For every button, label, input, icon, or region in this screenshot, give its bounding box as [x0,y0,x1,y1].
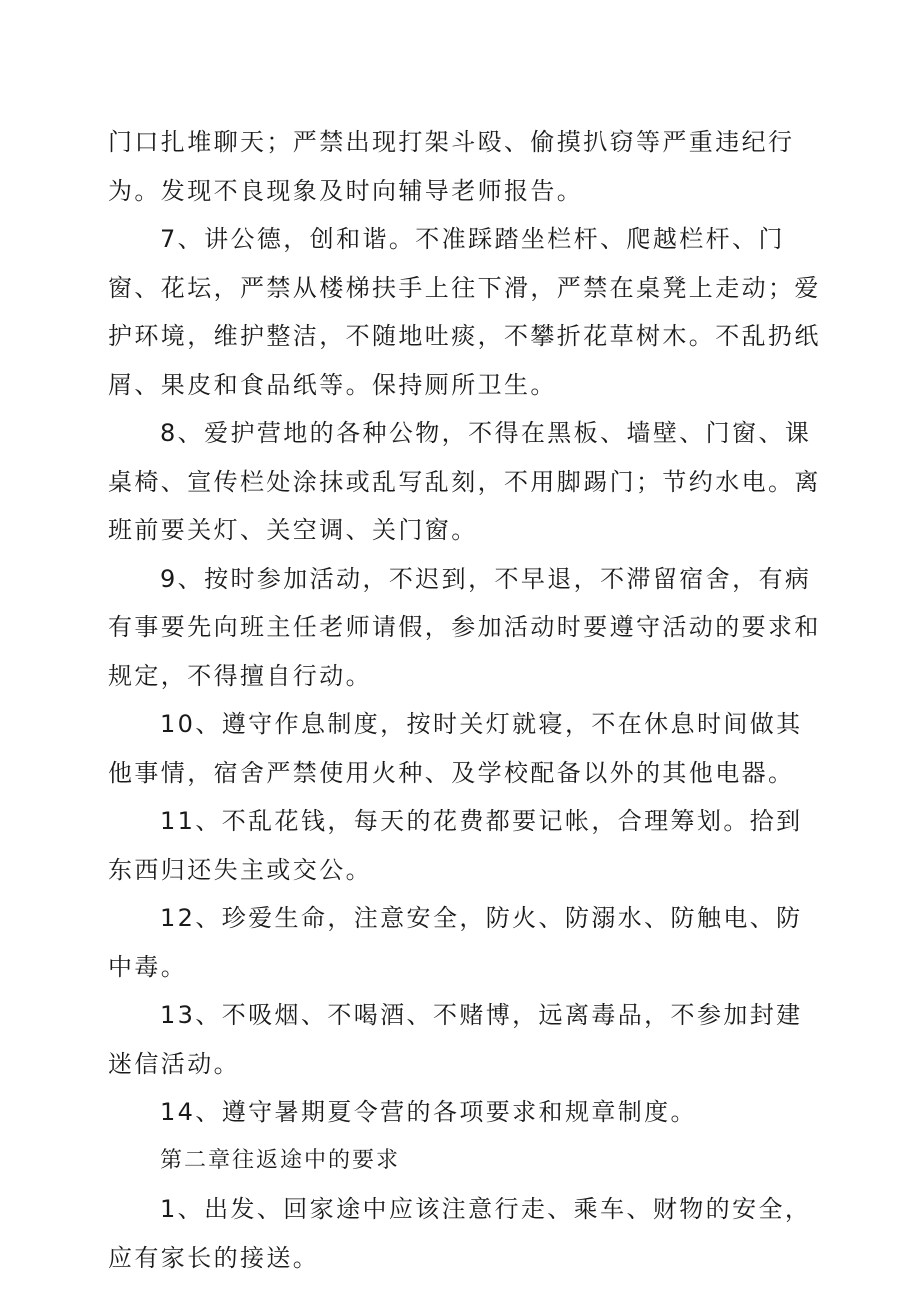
rule-11: 11、不乱花钱，每天的花费都要记帐，合理筹划。拾到东西归还失主或交公。 [108,807,803,884]
document-body [108,118,828,1282]
chapter2-rule-1: 1、出发、回家途中应该注意行走、乘车、财物的安全，应有家长的接送。 [108,1195,812,1272]
chapter-heading: 第二章往返途中的要求 [160,1147,401,1173]
rule-10: 10、遵守作息制度，按时关灯就寝，不在休息时间做其他事情，宿舍严禁使用火种、及学校配备以外的其他电器。 [108,710,803,787]
rule-13: 13、不吸烟、不喝酒、不赌博，远离毒品，不参加封建迷信活动。 [108,1001,803,1078]
rule-12: 12、珍爱生命，注意安全，防火、防溺水、防触电、防中毒。 [108,904,803,981]
rule-14: 14、遵守暑期夏令营的各项要求和规章制度。 [160,1098,697,1126]
rule-9: 9、按时参加活动，不迟到，不早退，不滞留宿舍，有病有事要先向班主任老师请假，参加活动时要遵守活动的要求和规定，不得擅自行动。 [108,564,821,690]
rule-8: 8、爱护营地的各种公物，不得在黑板、墙壁、门窗、课桌椅、宣传栏处涂抹或乱写乱刻，不用脚踢门；节约水电。离班前要关灯、关空调、关门窗。 [108,419,821,544]
rule-7: 7、讲公德，创和谐。不准踩踏坐栏杆、爬越栏杆、门窗、花坛，严禁从楼梯扶手上往下滑，严禁在桌凳上走动；爱护环境，维护整洁，不随地吐痰，不攀折花草树木。不乱扔纸屑、果皮和食品纸等。保持厕所卫生。 [108,225,821,399]
paragraph-continuation: 门口扎堆聊天；严禁出现打架斗殴、偷摸扒窃等严重违纪行为。发现不良现象及时向辅导老师报告。 [108,128,795,205]
